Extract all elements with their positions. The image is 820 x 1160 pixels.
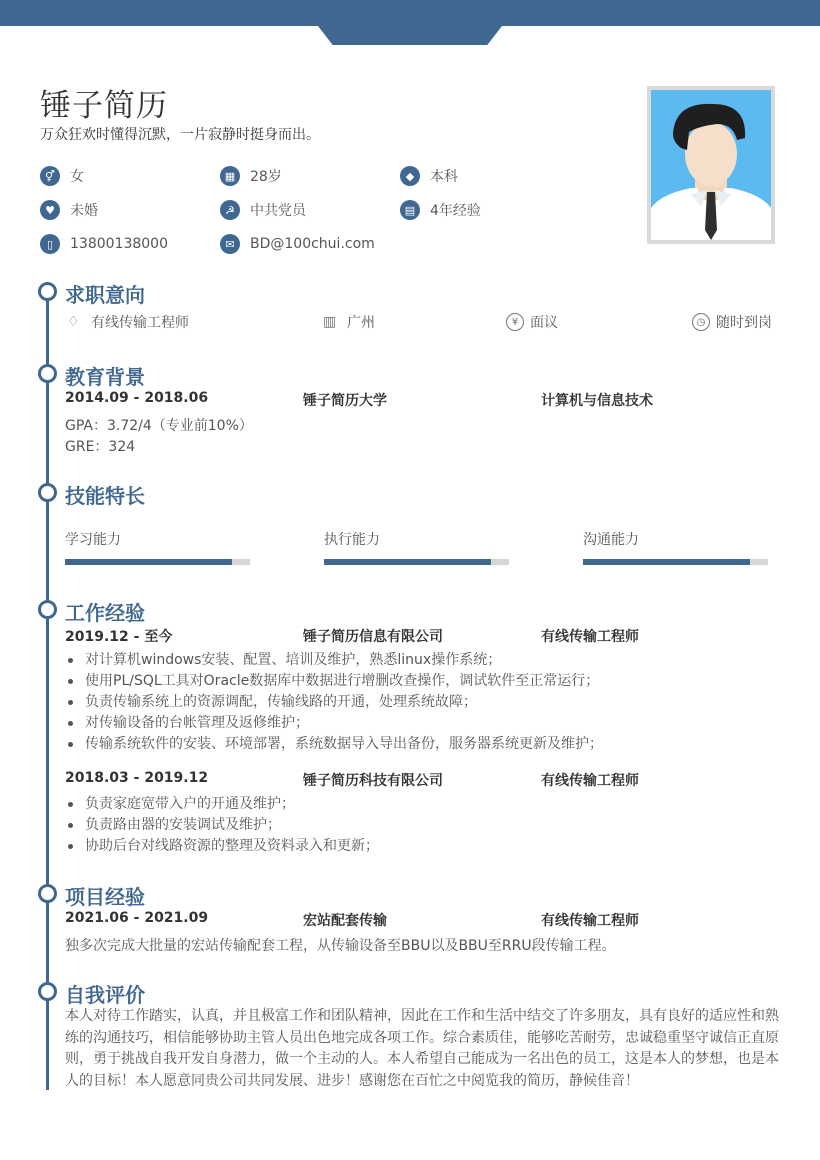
education-period: 2014.09 - 2018.06 — [65, 390, 209, 406]
info-degree — [400, 166, 458, 186]
work-role: 有线传输工程师 — [541, 629, 639, 645]
skill-bar-fill — [324, 559, 491, 565]
resume-motto: 万众狂欢时懂得沉默，一片寂静时挺身而出。 — [40, 127, 320, 143]
work-duties-list — [65, 794, 785, 857]
info-age — [220, 166, 282, 186]
briefcase-icon: ▤ — [400, 200, 420, 220]
list-item: 协助后台对线路资源的整理及资料录入和更新； — [65, 836, 785, 857]
info-gender-value: 女 — [70, 169, 84, 185]
skill-label: 学习能力 — [65, 532, 121, 548]
education-gre: GRE：324 — [65, 439, 136, 455]
intent-position-value: 有线传输工程师 — [91, 315, 189, 331]
intent-position — [67, 312, 189, 332]
timeline-node — [38, 282, 57, 301]
section-title-self: 自我评价 — [65, 983, 145, 1007]
resume-name: 锤子简历 — [40, 88, 168, 124]
timeline-node — [38, 982, 57, 1001]
info-marital-value: 未婚 — [70, 203, 98, 219]
work-period: 2018.03 - 2019.12 — [65, 770, 209, 786]
info-email-value: BD@100chui.com — [250, 236, 375, 252]
section-title-work: 工作经验 — [65, 601, 145, 625]
intent-city — [323, 312, 375, 332]
building-icon: ▥ — [323, 314, 337, 330]
yen-icon: ¥ — [506, 313, 524, 331]
list-item: 负责路由器的安装调试及维护； — [65, 815, 785, 836]
info-phone — [40, 234, 168, 254]
section-title-skills: 技能特长 — [65, 484, 145, 508]
section-title-education: 教育背景 — [65, 365, 145, 389]
timeline-node — [38, 364, 57, 383]
skill-bar — [65, 559, 250, 565]
party-icon: ☭ — [220, 200, 240, 220]
top-banner-tab — [318, 26, 502, 45]
info-political-value: 中共党员 — [250, 203, 306, 219]
clock-icon: ◷ — [692, 313, 710, 331]
info-gender — [40, 166, 84, 186]
project-role: 有线传输工程师 — [541, 913, 639, 929]
list-item: 使用PL/SQL工具对Oracle数据库中数据进行增删改查操作，调试软件至正常运行； — [65, 671, 785, 692]
work-period: 2019.12 - 至今 — [65, 629, 173, 645]
intent-availability-value: 随时到岗 — [716, 315, 772, 331]
calendar-icon: ▦ — [220, 166, 240, 186]
info-degree-value: 本科 — [430, 169, 458, 185]
info-experience-value: 4年经验 — [430, 203, 481, 219]
work-duties-list — [65, 650, 785, 755]
list-item: 负责家庭宽带入户的开通及维护； — [65, 794, 785, 815]
intent-salary — [506, 312, 558, 332]
intent-city-value: 广州 — [347, 315, 375, 331]
avatar-illustration — [651, 90, 771, 240]
education-gpa: GPA：3.72/4（专业前10%） — [65, 418, 253, 434]
work-company: 锤子简历信息有限公司 — [303, 629, 443, 645]
section-title-project: 项目经验 — [65, 885, 145, 909]
timeline-node — [38, 600, 57, 619]
info-phone-value: 13800138000 — [70, 236, 168, 252]
work-company: 锤子简历科技有限公司 — [303, 773, 443, 789]
list-item: 传输系统软件的安装、环境部署，系统数据导入导出备份，服务器系统更新及维护； — [65, 734, 785, 755]
skill-label: 执行能力 — [324, 532, 380, 548]
project-name: 宏站配套传输 — [303, 913, 387, 929]
gender-icon: ⚥ — [40, 166, 60, 186]
tie-icon: ♢ — [67, 314, 80, 330]
work-role: 有线传输工程师 — [541, 773, 639, 789]
timeline-line — [46, 291, 49, 1090]
info-political — [220, 200, 306, 220]
info-marital — [40, 200, 98, 220]
list-item: 对计算机windows安装、配置、培训及维护，熟悉linux操作系统； — [65, 650, 785, 671]
timeline-node — [38, 483, 57, 502]
self-evaluation-text: 本人对待工作踏实，认真，并且极富工作和团队精神，因此在工作和生活中结交了许多朋友，具有良好的适应性和熟练的沟通技巧，相信能够协助主管人员出色地完成各项工作。综合素质佳，能够吃苦耐劳，忠诚稳重坚守诚信正直原则，勇于挑战自我开发自身潜力，做一个主动的人。本人希望自己能成为一名出色的员工，这是本人的梦想，也是本人的目标！本人愿意同贵公司共同发展、进步！感谢您在百忙之中阅览我的简历，静候佳音！ — [65, 1008, 779, 1089]
graduation-cap-icon: ◆ — [400, 166, 420, 186]
skill-bar-fill — [583, 559, 750, 565]
heart-icon: ♥ — [40, 200, 60, 220]
skill-bar — [583, 559, 768, 565]
top-banner — [0, 0, 820, 26]
skill-bar-fill — [65, 559, 232, 565]
intent-salary-value: 面议 — [530, 315, 558, 331]
phone-icon: ▯ — [40, 234, 60, 254]
profile-photo — [647, 86, 775, 244]
skill-label: 沟通能力 — [583, 532, 639, 548]
project-period: 2021.06 - 2021.09 — [65, 910, 209, 926]
info-age-value: 28岁 — [250, 169, 282, 185]
info-email — [220, 234, 375, 254]
education-school: 锤子简历大学 — [303, 393, 387, 409]
skill-bar — [324, 559, 509, 565]
timeline-node — [38, 884, 57, 903]
info-experience — [400, 200, 481, 220]
project-description: 独多次完成大批量的宏站传输配套工程，从传输设备至BBU以及BBU至RRU段传输工程。 — [65, 938, 616, 954]
section-title-intent: 求职意向 — [65, 283, 145, 307]
mail-icon: ✉ — [220, 234, 240, 254]
list-item: 负责传输系统上的资源调配，传输线路的开通，处理系统故障； — [65, 692, 785, 713]
education-major: 计算机与信息技术 — [541, 393, 653, 409]
list-item: 对传输设备的台帐管理及返修维护； — [65, 713, 785, 734]
intent-availability — [692, 312, 772, 332]
